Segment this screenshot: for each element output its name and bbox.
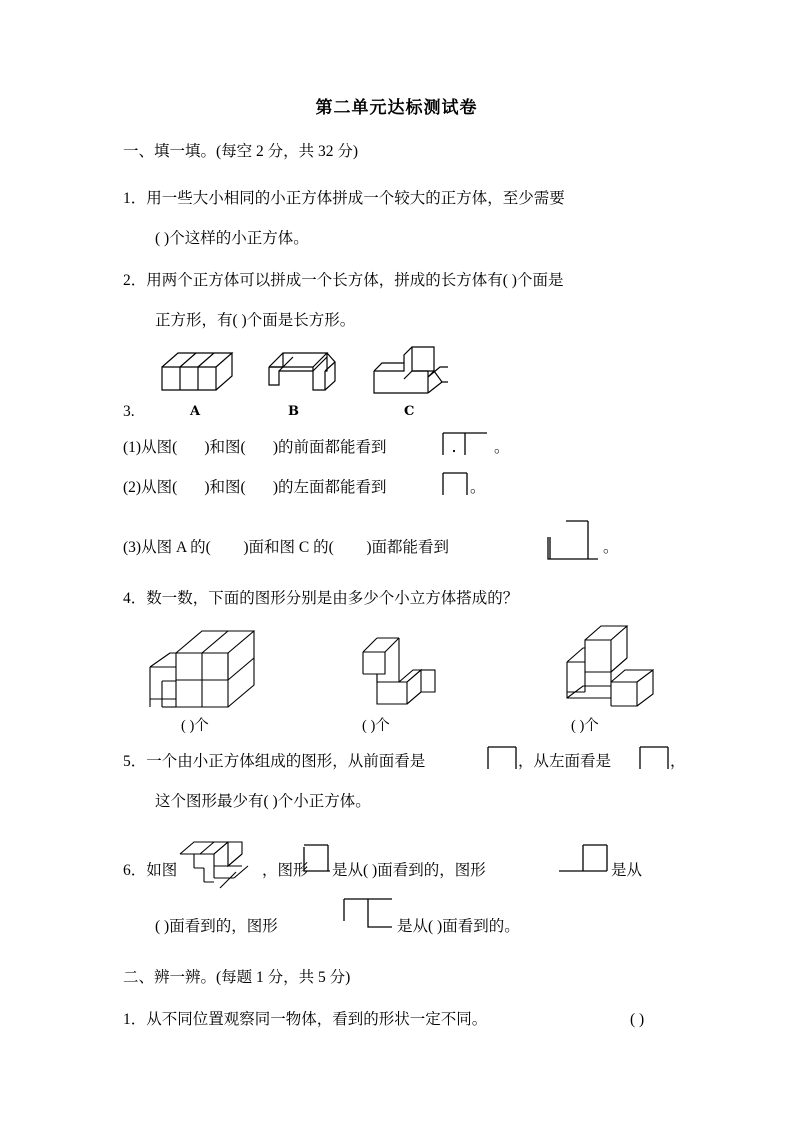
- section2-question-1-number: 1．: [123, 1011, 147, 1028]
- page-title: 第二单元达标测试卷: [315, 98, 478, 118]
- question-3-sub-1-end: 。: [494, 439, 510, 456]
- question-3-sub-1-mid: )和图(: [204, 439, 246, 456]
- figure-c-label: C: [404, 404, 415, 419]
- question-3-sub-2-end: 。: [470, 479, 486, 496]
- section2-question-1-text: 从不同位置观察同一物体，看到的形状一定不同。: [146, 1011, 488, 1028]
- question-6-line-1-a: [123, 860, 177, 882]
- section2-question-1-answer-bracket[interactable]: ( ): [630, 1011, 645, 1028]
- question-6-text-a: 如图: [146, 862, 178, 879]
- figure-a-three-cubes-row: [160, 345, 240, 400]
- question-4-answer-1: ( )个: [181, 718, 209, 734]
- question-5-text-c: ，: [670, 753, 686, 770]
- question-5-text-a: 一个由小正方体组成的图形，从前面看是: [146, 753, 426, 770]
- question-6-line-2-e: ( )面看到的，图形: [155, 918, 278, 935]
- question-6-line-2-f: 是从( )面看到的。: [397, 918, 520, 935]
- section-heading-fill-in: 一、填一填。(每空 2 分，共 32 分): [123, 143, 359, 160]
- question-5-line-1: [123, 751, 425, 773]
- figure-a-label: A: [190, 404, 201, 419]
- question-4-answer-2: ( )个: [362, 718, 390, 734]
- question-6-text-b: ，图形: [262, 862, 309, 879]
- figure-q6-stepped-solid: [176, 838, 258, 894]
- question-3-sub-3: [123, 537, 449, 559]
- question-6-text-c: [332, 860, 486, 882]
- question-6-text-c-inner: 是从( )面看到的，图形: [332, 862, 486, 879]
- question-2-line-2: 正方形，有( )个面是长方形。: [155, 312, 356, 329]
- section2-question-1: [123, 1009, 487, 1031]
- view-shape-q6-2-step: [555, 841, 617, 879]
- question-5-line-2: 这个图形最少有( )个小正方体。: [155, 793, 371, 810]
- question-3-sub-1-prefix: (1)从图(: [123, 439, 178, 456]
- question-3-sub-3-prefix: (3)从图 A 的(: [123, 539, 211, 556]
- question-3-sub-1-suffix: )的前面都能看到: [272, 439, 387, 456]
- view-shape-two-cell-row: [441, 431, 493, 459]
- figure-b-u-shape: [265, 345, 340, 400]
- question-2-text-1: 用两个正方体可以拼成一个长方体，拼成的长方体有( )个面是: [146, 272, 564, 289]
- question-5-text-b: ，从左面看是: [518, 753, 612, 770]
- figure-b-label: B: [288, 404, 299, 419]
- question-6-text-d: 是从: [611, 862, 643, 879]
- question-2-number: 2．: [123, 272, 147, 289]
- section-heading-true-false: 二、辨一辨。(每题 1 分，共 5 分): [123, 969, 351, 986]
- question-3-sub-3-end: 。: [603, 539, 619, 556]
- question-3-sub-1: [123, 437, 387, 459]
- figure-q4-1-large-cube: [148, 625, 248, 717]
- figure-c-stepped-shape: [370, 337, 450, 400]
- question-3-sub-3-suffix: )面都能看到: [366, 539, 450, 556]
- question-3-number: 3.: [123, 403, 135, 420]
- question-3-sub-2-suffix: )的左面都能看到: [272, 479, 387, 496]
- question-4-text: 数一数，下面的图形分别是由多少个小立方体搭成的？: [146, 590, 519, 607]
- question-5-number: 5．: [123, 753, 147, 770]
- question-3-sub-2-prefix: (2)从图(: [123, 479, 178, 496]
- question-1-number: 1．: [123, 190, 147, 207]
- question-2-line-1: [123, 270, 563, 292]
- question-3-sub-3-mid: )面和图 C 的(: [243, 539, 334, 556]
- figure-q4-3-stepped-stack: [565, 622, 665, 720]
- question-1-text-1: 用一些大小相同的小正方体拼成一个较大的正方体，至少需要: [146, 190, 565, 207]
- question-4-answer-3: ( )个: [571, 718, 599, 734]
- question-1-line-2: ( )个这样的小正方体。: [155, 230, 309, 247]
- question-4-number: 4．: [123, 590, 147, 607]
- question-6-number: 6．: [123, 862, 147, 879]
- question-3-sub-2: [123, 477, 387, 499]
- question-4-line-1: [123, 588, 518, 610]
- figure-q4-2-three-cubes: [355, 632, 445, 714]
- question-1-line-1: [123, 188, 565, 210]
- question-3-sub-2-mid: )和图(: [204, 479, 246, 496]
